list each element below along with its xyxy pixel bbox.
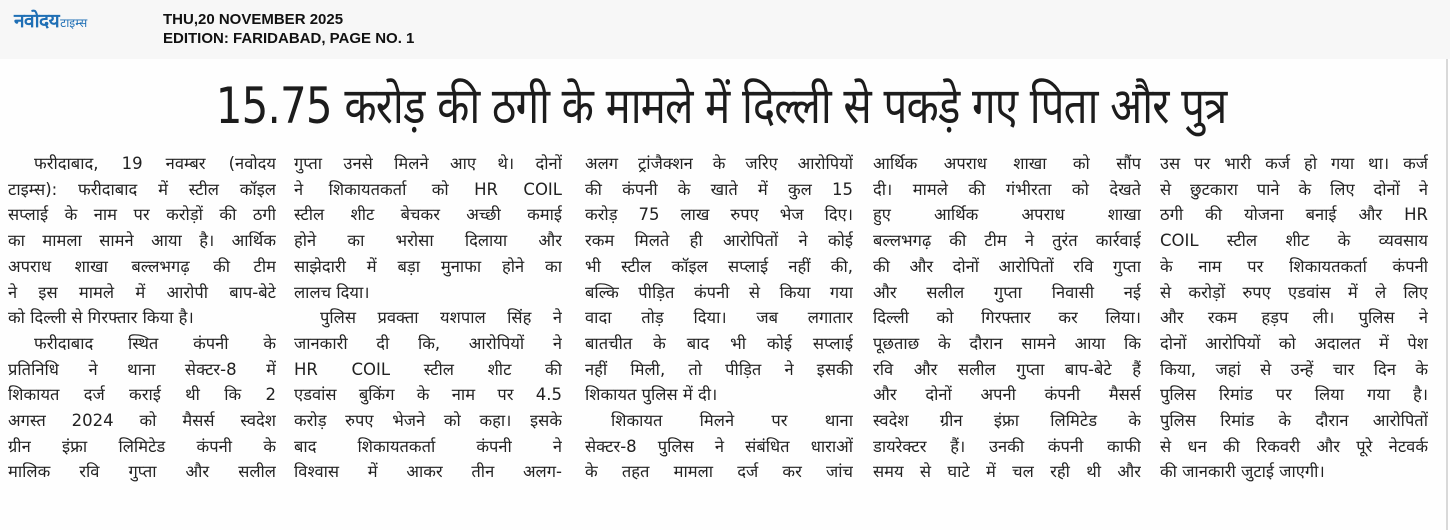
article-line: बाद शिकायतकर्ता कंपनी ने — [294, 436, 562, 456]
article-line: को दिल्ली से गिरफ्तार किया है। — [8, 308, 194, 328]
article-line: मालिक रवि गुप्ता और सलील — [8, 462, 276, 482]
article-line: की कंपनी के खाते में कुल 15 — [585, 179, 853, 199]
article-line: पुलिस रिमांड पर लिया गया है। — [1160, 385, 1428, 405]
article-line: रवि और सलील गुप्ता बाप-बेटे हैं — [873, 359, 1141, 379]
article-line: प्रतिनिधि ने थाना सेक्टर-8 में — [8, 359, 276, 379]
logo-title: नवोदय — [14, 10, 60, 32]
article-line: की जानकारी जुटाई जाएगी। — [1160, 462, 1325, 482]
newspaper-logo[interactable] — [14, 10, 87, 32]
article-clipping — [0, 59, 1448, 530]
article-line: सेक्टर-8 पुलिस ने संबंधित धाराओं — [585, 436, 853, 456]
article-line: पूछताछ के दौरान सामने आया कि — [873, 333, 1141, 353]
article-line: दी। मामले की गंभीरता को देखते — [873, 179, 1141, 199]
article-line: बल्लभगढ़ की टीम ने तुरंत कार्रवाई — [873, 231, 1141, 251]
article-line: और सलील गुप्ता निवासी नई — [873, 282, 1141, 302]
article-line: का मामला सामने आया है। आर्थिक — [8, 231, 276, 251]
article-line: से धन की रिकवरी और पूरे नेटवर्क — [1160, 436, 1428, 456]
article-line: दिल्ली को गिरफ्तार कर लिया। — [873, 308, 1141, 328]
article-line: फरीदाबाद स्थित कंपनी के — [34, 333, 276, 353]
article-line: शिकायत मिलने पर थाना — [611, 411, 853, 431]
article-line: करोड़ रुपए भेजने को कहा। इसके — [294, 411, 562, 431]
article-line: ने इस मामले में आरोपी बाप-बेटे — [8, 282, 276, 302]
article-line: की और दोनों आरोपितों रवि गुप्ता — [873, 256, 1141, 276]
article-line: विश्वास में आकर तीन अलग- — [294, 462, 562, 482]
article-line: जानकारी दी कि, आरोपियों ने — [294, 333, 562, 353]
article-line: उस पर भारी कर्ज हो गया था। कर्ज — [1160, 154, 1428, 173]
article-line: गुप्ता उनसे मिलने आए थे। दोनों — [294, 154, 562, 173]
article-line: बल्कि पीड़ित कंपनी से किया गया — [585, 282, 853, 302]
article-line: लालच दिया। — [294, 282, 370, 302]
article-line: डायरेक्टर हैं। उनकी कंपनी काफी — [873, 436, 1141, 456]
article-line: और रकम हड़प ली। पुलिस ने — [1160, 308, 1428, 328]
article-line: अलग ट्रांजैक्शन के जरिए आरोपियों — [585, 154, 853, 173]
article-line: वादा तोड़ दिया। जब लगातार — [585, 308, 853, 328]
article-line: स्टील शीट बेचकर अच्छी कमाई — [294, 205, 562, 225]
article-line: स्वदेश ग्रीन इंफ्रा लिमिटेड के — [873, 411, 1141, 431]
article-column-3 — [585, 151, 853, 530]
article-line: ने शिकायतकर्ता को HR COIL — [294, 179, 562, 199]
edition-page: EDITION: FARIDABAD, PAGE NO. 1 — [163, 30, 415, 47]
article-line: ग्रीन इंफ्रा लिमिटेड कंपनी के — [8, 436, 276, 456]
article-line: पुलिस प्रवक्ता यशपाल सिंह ने — [320, 308, 562, 328]
article-body — [8, 151, 1448, 530]
article-line: भी स्टील कॉइल सप्लाई नहीं की, — [585, 256, 853, 276]
article-line: टाइम्स): फरीदाबाद में स्टील कॉइल — [8, 179, 276, 199]
article-column-4 — [873, 151, 1141, 530]
article-line: फरीदाबाद, 19 नवम्बर (नवोदय — [34, 154, 276, 173]
article-line: करोड़ 75 लाख रुपए भेज दिए। — [585, 205, 853, 225]
article-line: के तहत मामला दर्ज कर जांच — [585, 462, 853, 482]
article-line: के नाम पर शिकायतकर्ता कंपनी — [1160, 256, 1428, 276]
article-line: COIL स्टील शीट के व्यवसाय — [1160, 231, 1428, 251]
article-line: दोनों आरोपियों को अदालत में पेश — [1160, 333, 1428, 353]
article-line: ठगी की योजना बनाई और HR — [1160, 205, 1428, 225]
issue-date: THU,20 NOVEMBER 2025 — [163, 11, 344, 28]
article-column-5 — [1160, 151, 1428, 530]
article-line: रकम मिलते ही आरोपितों ने कोई — [585, 231, 853, 251]
article-line: समय से घाटे में चल रही थी और — [873, 462, 1141, 482]
article-line: अपराध शाखा बल्लभगढ़ की टीम — [8, 256, 276, 276]
article-line: आर्थिक अपराध शाखा को सौंप — [873, 154, 1141, 173]
article-line: साझेदारी में बड़ा मुनाफा होने का — [294, 256, 562, 276]
masthead-bar — [0, 0, 1450, 59]
article-line: बातचीत के बाद भी कोई सप्लाई — [585, 333, 853, 353]
article-line: HR COIL स्टील शीट की — [294, 359, 562, 379]
article-line: से करोड़ों रुपए एडवांस में ले लिए — [1160, 282, 1428, 302]
article-line: हुए आर्थिक अपराध शाखा — [873, 205, 1141, 225]
article-column-2 — [294, 151, 562, 530]
article-line: और दोनों अपनी कंपनी मैसर्स — [873, 385, 1141, 405]
article-line: अगस्त 2024 को मैसर्स स्वदेश — [8, 411, 276, 431]
article-line: पुलिस रिमांड के दौरान आरोपितों — [1160, 411, 1428, 431]
article-line: शिकायत दर्ज कराई थी कि 2 — [8, 385, 276, 405]
article-headline: 15.75 करोड़ की ठगी के मामले में दिल्ली से पकड़े गए पिता और पुत्र — [215, 77, 1227, 135]
article-line: किया, जहां से उन्हें चार दिन के — [1160, 359, 1428, 379]
edition-info — [163, 10, 414, 48]
article-line: होने का भरोसा दिलाया और — [294, 231, 562, 251]
article-line: एडवांस बुकिंग के नाम पर 4.5 — [294, 385, 562, 405]
article-line: सप्लाई के नाम पर करोड़ों की ठगी — [8, 205, 276, 225]
article-line: शिकायत पुलिस में दी। — [585, 385, 718, 405]
article-column-1 — [8, 151, 276, 530]
article-line: से छुटकारा पाने के लिए दोनों ने — [1160, 179, 1428, 199]
article-line: नहीं मिली, तो पीड़ित ने इसकी — [585, 359, 853, 379]
logo-subtitle: टाइम्स — [60, 16, 88, 30]
